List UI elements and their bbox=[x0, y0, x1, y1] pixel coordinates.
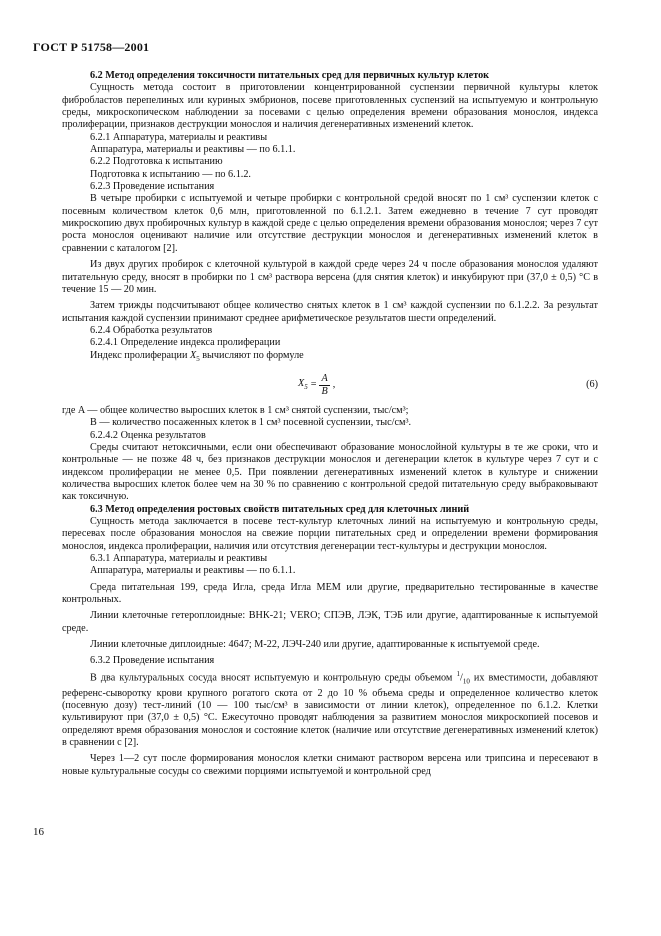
formula-comma: , bbox=[332, 379, 336, 391]
formula-denominator: B bbox=[321, 385, 328, 397]
fraction-denominator: 10 bbox=[462, 677, 470, 686]
variable-subscript: 5 bbox=[196, 354, 200, 363]
paragraph: Среда питательная 199, среда Игла, среда Игла МЕМ или другие, предварительно тестированные в качестве контрольных. bbox=[62, 581, 598, 606]
paragraph: В два культуральных сосуда вносят испытуемую и контрольную среды объемом $^1/_{10}$ их вместимости, добавляют референс-сыворотку крови крупного рогатого скота от 2 до 10 % объема среды и определенное количество клеток (посевную дозу) тест-линий (10 — 100 тыс/см³ в зависимости от линии клеток), определенное по 6.1.2. Клетки культивируют при (37,0 ± 0,5) °С. Ежесуточно проводят наблюдения за развитием монослоя микроскопией посевов и определяют время образования монослоя и состояние клеток (наличие или отсутствие дегенеративных изменений клеток) в сравнении с [2]. bbox=[62, 669, 598, 748]
subsection-heading: 6.3.2 Проведение испытания bbox=[90, 655, 215, 667]
formula-number: (6) bbox=[586, 378, 598, 390]
paragraph: Через 1—2 сут после формирования монослоя клетки снимают раствором версена или трипсина и пересевают в новые культуральные сосуды со свежими порциями испытуемой и контрольной сред bbox=[62, 753, 598, 777]
formula-numerator: A bbox=[321, 372, 328, 384]
section-6-3-heading: 6.3 Метод определения ростовых свойств питательных сред для клеточных линий bbox=[90, 503, 470, 515]
fraction-numerator: 1 bbox=[456, 669, 460, 678]
legend-item-a: где A — общее количество выросших клеток в 1 см³ снятой суспензии, тыс/см³; bbox=[62, 404, 409, 416]
text-run: В два культуральных сосуда вносят испытуемую и контрольную среды объемом bbox=[90, 672, 457, 684]
paragraph: Аппаратура, материалы и реактивы — по 6.1.1. bbox=[90, 565, 296, 577]
legend-item-b: B — количество посаженных клеток в 1 см³ посевной суспензии, тыс/см³. bbox=[90, 417, 412, 429]
text-run: Индекс пролиферации bbox=[90, 349, 190, 361]
paragraph: В четыре пробирки с испытуемой и четыре пробирки с контрольной средой вносят по 1 см³ суспензии клеток с посевным количеством клеток 0,6 млн, приготовленной по 6.1.2.1. Затем ежедневно в течение 7 сут проводят микроскопию двух пробирочных культур в каждой среде с целью определения времени образования монослоя; через 7 сут роста монослоя оценивают наличие или отсутствие деструкции монослоя и дегенеративных изменений клеток в сравнении с каталогом [2]. bbox=[62, 193, 598, 254]
variable: X bbox=[189, 349, 197, 361]
text-run: вычисляют по формуле bbox=[199, 349, 304, 361]
paragraph: Подготовка к испытанию — по 6.1.2. bbox=[90, 168, 251, 180]
paragraph: Аппаратура, материалы и реактивы — по 6.1.1. bbox=[90, 144, 296, 156]
formula-fraction bbox=[319, 373, 329, 398]
paragraph bbox=[62, 350, 598, 365]
subsection-heading: 6.2.4 Обработка результатов bbox=[90, 324, 213, 336]
paragraph: Из двух других пробирок с клеточной культурой в каждой среде через 24 ч после образования монослоя удаляют питательную среду, вносят в пробирки по 1 см³ раствора версена (для снятия клеток) и инкубируют при (37,0 ± 0,5) °С в течение 15 — 20 мин. bbox=[62, 259, 598, 295]
paragraph: Среды считают нетоксичными, если они обеспечивают образование монослойной культуры в те же сроки, что и контрольные — не позже 48 ч, без признаков деструкции монослоя и дегенерации клеток в культуре через 7 сут и с индексом пролиферации не менее 0,5. При появлении дегенеративных изменений клеток в культуре и снижении количества выросших клеток более чем на 30 % по сравнению с контрольной средой питательную среду выбраковывают как токсичную. bbox=[62, 441, 598, 503]
document-body bbox=[62, 70, 598, 778]
formula-expression bbox=[298, 373, 335, 398]
subsection-heading: 6.2.1 Аппаратура, материалы и реактивы bbox=[90, 131, 268, 143]
page-number: 16 bbox=[33, 826, 44, 838]
formula-lhs bbox=[298, 378, 308, 393]
paragraph: Линии клеточные диплоидные: 4647; М-22, ЛЭЧ-240 или другие, адаптированные к испытуемой среде. bbox=[90, 639, 540, 651]
paragraph: Сущность метода заключается в посеве тест-культур клеточных линий на испытуемую и контрольную среды, пересевах после образования монослоя на свежие порции питательных сред и определении времени формирования монослоя, индекса пролиферации, наличия или отсутствия дегенерации тест-культуры и деструкции монослоя. bbox=[62, 516, 598, 552]
subsection-heading: 6.2.2 Подготовка к испытанию bbox=[90, 156, 223, 168]
subsection-heading: 6.2.4.1 Определение индекса пролиферации bbox=[90, 337, 281, 349]
formula-legend bbox=[62, 405, 598, 430]
standard-header: ГОСТ Р 51758—2001 bbox=[33, 40, 150, 54]
formula-6 bbox=[62, 367, 598, 401]
paragraph: Сущность метода состоит в приготовлении концентрированной суспензии первичной культуры клеток фибробластов перепелиных или куриных эмбрионов, посеве приготовленных суспензий на испытуемую и контрольную среды, микроскопическом наблюдении за посевами с целью определения времени образования монослоя, индекса пролиферации, признаков деструкции монослоя и наличия дегенеративных изменений клеток. bbox=[62, 82, 598, 131]
section-6-2-heading: 6.2 Метод определения токсичности питательных сред для первичных культур клеток bbox=[90, 70, 490, 81]
formula-variable: X bbox=[298, 377, 305, 389]
subsection-heading: 6.2.4.2 Оценка результатов bbox=[90, 429, 206, 441]
paragraph: Затем трижды подсчитывают общее количество снятых клеток в 1 см³ каждой суспензии по 6.1.2.2. За результат испытания каждой суспензии принимают среднее арифметическое результатов шести определений. bbox=[62, 300, 598, 324]
formula-equals: = bbox=[310, 379, 317, 391]
text-run: их вместимости, добавляют референс-сыворотку крови крупного рогатого скота от 2 до 10 % объема среды и определенное количество клеток (посевную дозу) тест-линий (10 — 100 тыс/см³ в зависимости от линии клеток), определенное по 6.1.2. Клетки культивируют при (37,0 ± 0,5) °С. Ежесуточно проводят наблюдения за развитием монослоя микроскопией посевов и определяют время образования монослоя и состояние клеток (наличие или отсутствие дегенеративных изменений клеток) в сравнении с [2]. bbox=[62, 672, 598, 748]
formula-subscript: 5 bbox=[304, 382, 308, 391]
subsection-heading: 6.3.1 Аппаратура, материалы и реактивы bbox=[90, 553, 268, 565]
subsection-heading: 6.2.3 Проведение испытания bbox=[90, 181, 215, 193]
paragraph: Линии клеточные гетероплоидные: ВНК-21; VERO; СПЭВ, ЛЭК, ТЭБ или другие, адаптированные к испытуемой среде. bbox=[62, 610, 598, 634]
